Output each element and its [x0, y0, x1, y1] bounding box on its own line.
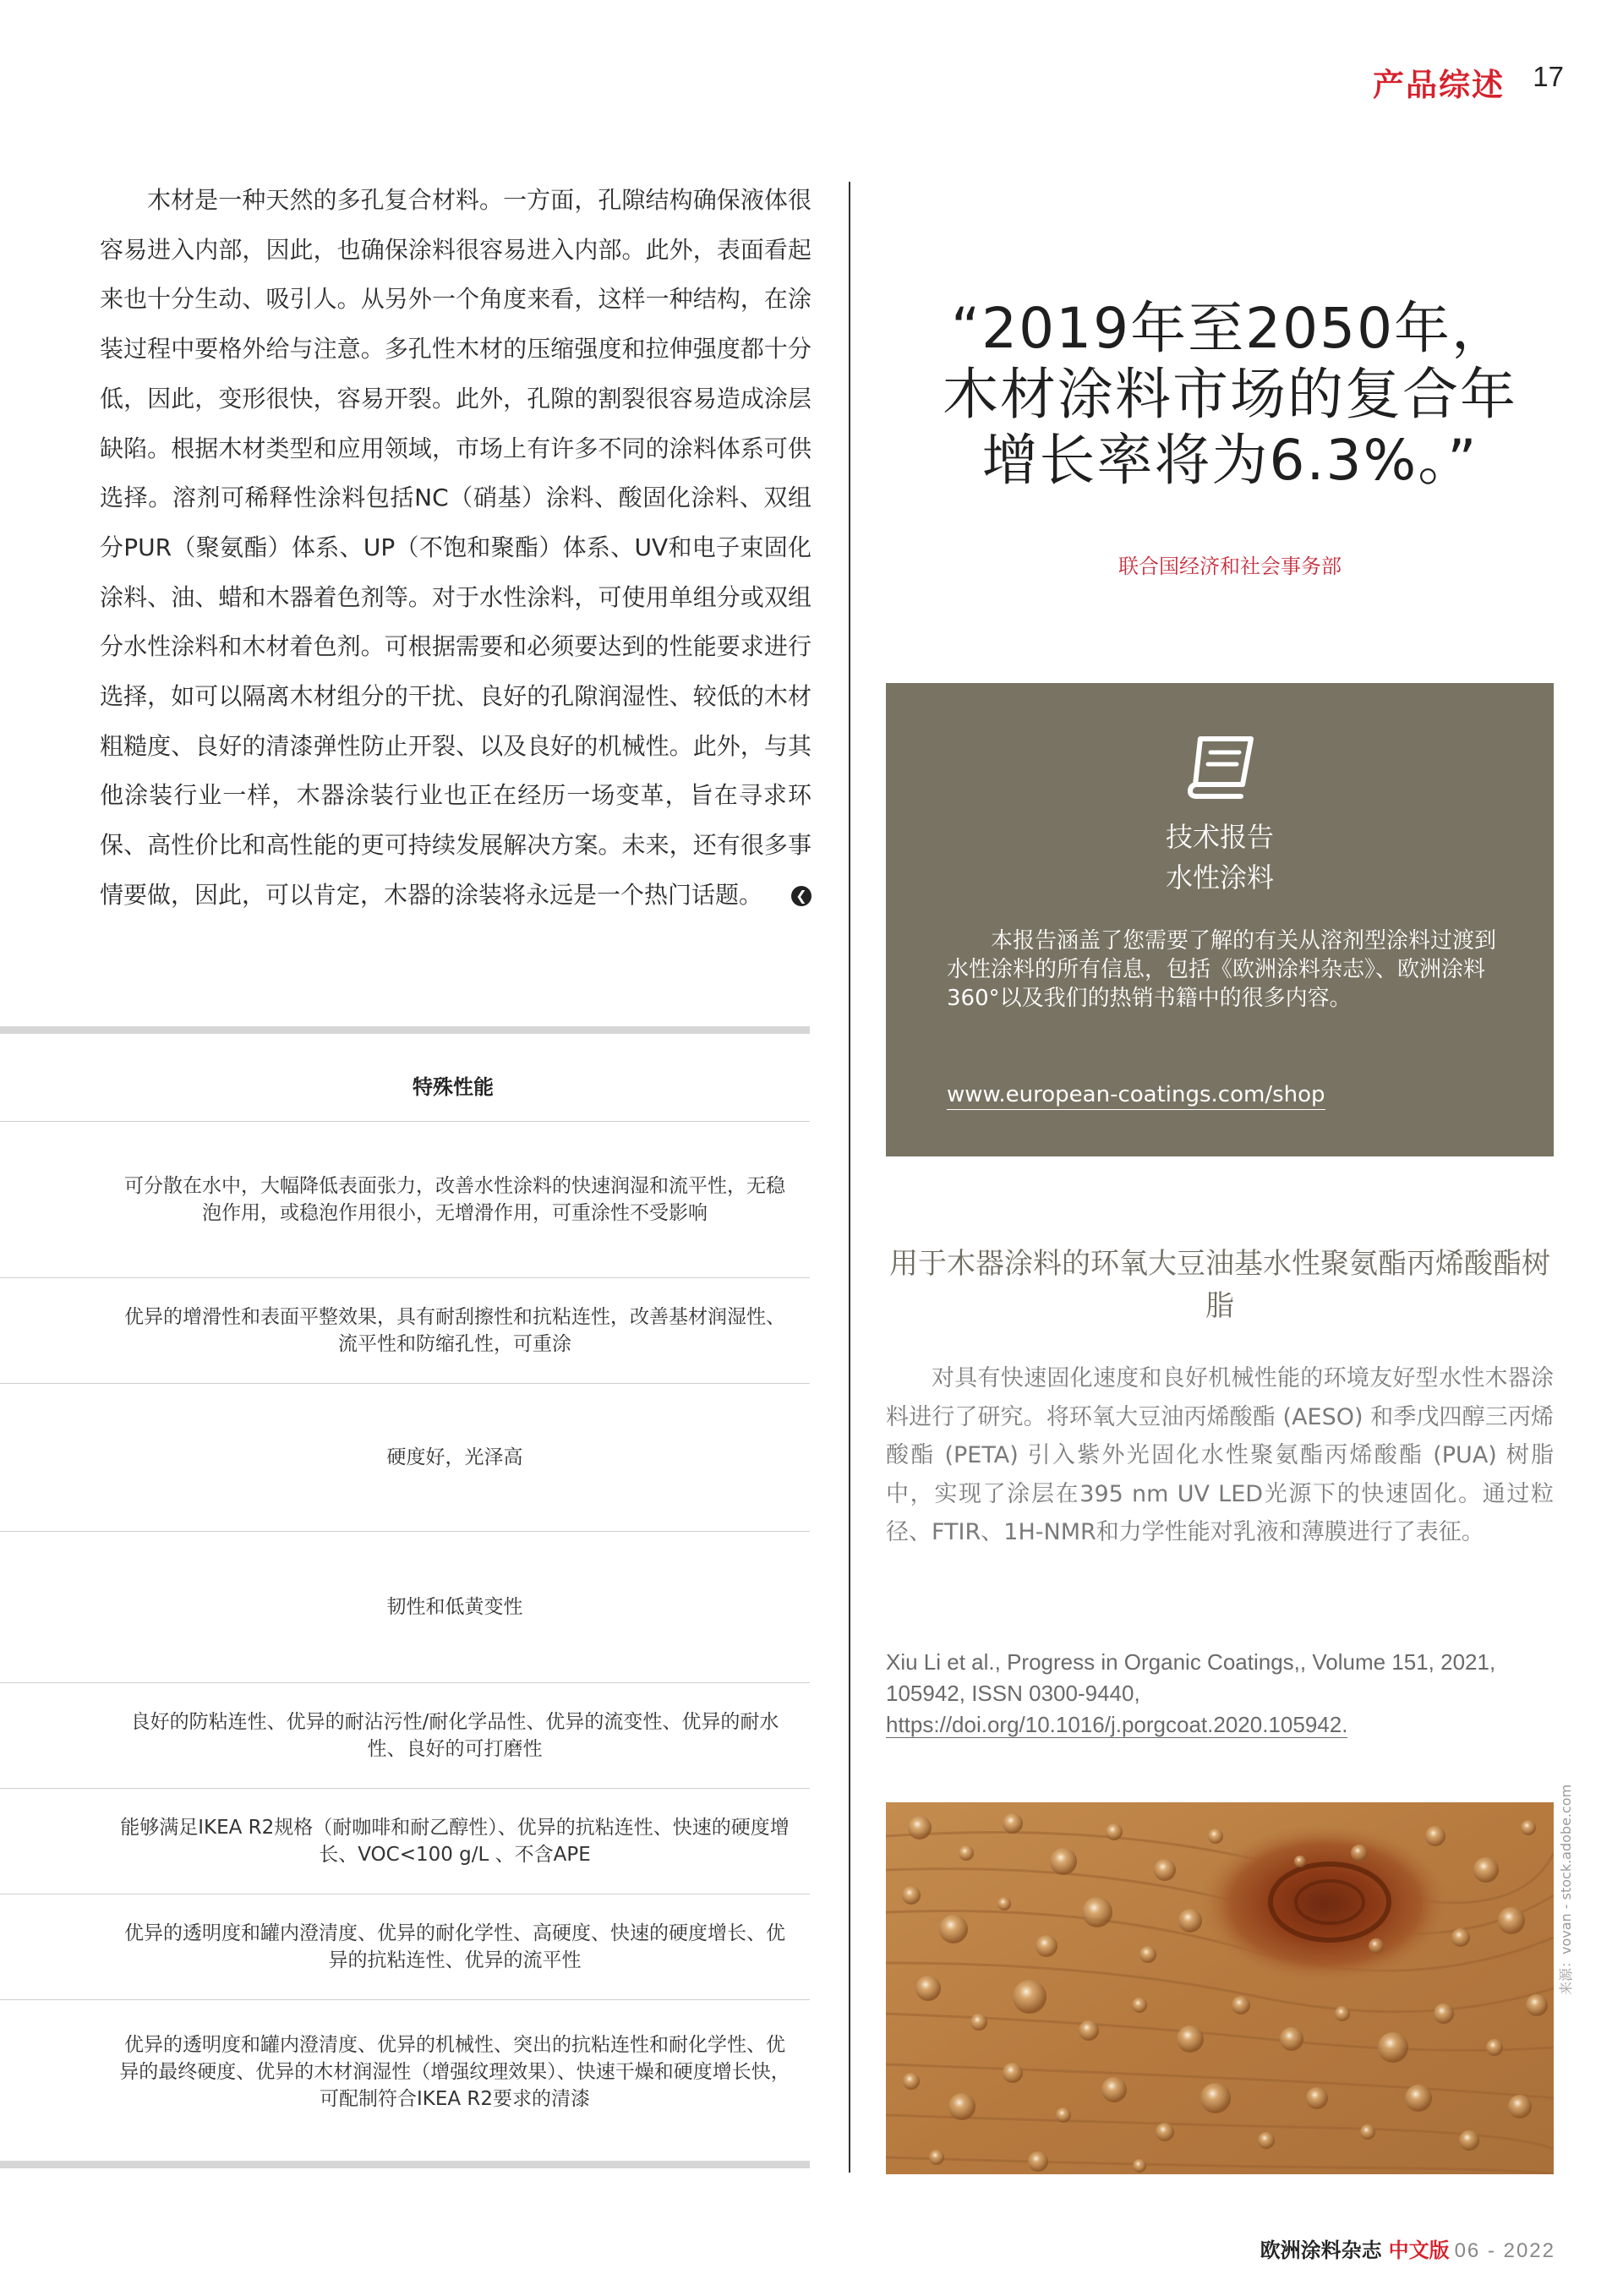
table-bottom-bar [0, 2161, 810, 2168]
table-row: 良好的防粘连性、优异的耐沾污性/耐化学品性、优异的流变性、优异的耐水性、良好的可打磨性 [130, 1711, 779, 1760]
table-row: 优异的透明度和罐内澄清度、优异的机械性、突出的抗粘连性和耐化学性、优异的最终硬度、优异的木材润湿性（增强纹理效果）、快速干燥和硬度增长快，可配制符合IKEA R2要求的清漆 [119, 2034, 790, 2110]
table-row: 优异的透明度和罐内澄清度、优异的耐化学性、高硬度、快速的硬度增长、优异的抗粘连性、优异的流平性 [124, 1922, 785, 1971]
article-description: 对具有快速固化速度和良好机械性能的环境友好型水性木器涂料进行了研究。将环氧大豆油丙烯酸酯 (AESO) 和季戊四醇三丙烯酸酯 (PETA) 引入紫外光固化水性聚氨酯丙烯酸酯 (PUA) 树脂中，实现了涂层在395 nm UV LED光源下的快速固化。通过粒径、FTIR、1H-NMR和力学性能对乳液和薄膜进行了表征。 [886, 1365, 1554, 1545]
technical-report-box [886, 683, 1554, 1156]
book-icon [1183, 732, 1258, 800]
table-header: 特殊性能 [413, 1075, 494, 1099]
photo-credit: 来源：vovan - stock.adobe.com [1558, 1784, 1574, 1995]
report-description: 本报告涵盖了您需要了解的有关从溶剂型涂料过渡到水性涂料的所有信息，包括《欧洲涂料杂志》、欧洲涂料360°以及我们的热销书籍中的很多内容。 [947, 928, 1497, 1011]
quote-line: “2019年至2050年， [950, 296, 1510, 361]
column-divider [849, 182, 850, 2173]
section-title: 产品综述 [1373, 67, 1505, 103]
report-title-line2: 水性涂料 [1165, 861, 1274, 894]
wood-water-droplets-photo [886, 1802, 1554, 2174]
table-row: 可分散在水中，大幅降低表面张力，改善水性涂料的快速润湿和流平性，无稳泡作用，或稳泡作用很小，无增滑作用，可重涂性不受影响 [124, 1175, 785, 1224]
citation-text: Xiu Li et al., Progress in Organic Coatings,, Volume 151, 2021, 105942, ISSN 0300-9440, [886, 1649, 1496, 1706]
article-citation [886, 1647, 1554, 1741]
doi-link[interactable]: https://doi.org/10.1016/j.porgcoat.2020.105942. [886, 1712, 1348, 1737]
pull-quote [879, 296, 1581, 494]
report-title-line1: 技术报告 [1165, 821, 1274, 853]
page-number: 17 [1533, 61, 1564, 92]
quote-line: 增长率将为6.3%。” [981, 428, 1478, 493]
footer-issue: 06 - 2022 [1454, 2239, 1555, 2262]
footer-magazine: 欧洲涂料杂志 [1260, 2239, 1382, 2262]
quote-source: 联合国经济和社会事务部 [1118, 555, 1342, 578]
table-row: 能够满足IKEA R2规格（耐咖啡和耐乙醇性）、优异的抗粘连性、快速的硬度增长、VOC<100 g/L 、不含APE [120, 1817, 790, 1866]
article-title: 用于木器涂料的环氧大豆油基水性聚氨酯丙烯酸酯树脂 [889, 1247, 1550, 1323]
quote-line: 木材涂料市场的复合年 [943, 362, 1517, 427]
body-paragraph [100, 176, 812, 921]
table-row: 韧性和低黄变性 [386, 1596, 523, 1618]
table-row: 优异的增滑性和表面平整效果，具有耐刮擦性和抗粘连性，改善基材润湿性、流平性和防缩孔性，可重涂 [124, 1306, 785, 1355]
shop-link[interactable]: www.european-coatings.com/shop [947, 1082, 1325, 1110]
footer [1260, 2233, 1555, 2263]
arrow-left-circle-icon[interactable]: ❮ [791, 886, 812, 906]
table-top-bar [0, 1026, 810, 1034]
footer-edition: 中文版 [1388, 2239, 1450, 2262]
body-paragraph-text: 木材是一种天然的多孔复合材料。一方面，孔隙结构确保液体很容易进入内部，因此，也确保涂料很容易进入内部。此外，表面看起来也十分生动、吸引人。从另外一个角度来看，这样一种结构，在涂装过程中要格外给与注意。多孔性木材的压缩强度和拉伸强度都十分低，因此，变形很快，容易开裂。此外，孔隙的割裂很容易造成涂层缺陷。根据木材类型和应用领域，市场上有许多不同的涂料体系可供选择。溶剂可稀释性涂料包括NC（硝基）涂料、酸固化涂料、双组分PUR（聚氨酯）体系、UP（不饱和聚酯）体系、UV和电子束固化涂料、油、蜡和木器着色剂等。对于水性涂料，可使用单组分或双组分水性涂料和木材着色剂。可根据需要和必须要达到的性能要求进行选择，如可以隔离木材组分的干扰、良好的孔隙润湿性、较低的木材粗糙度、良好的清漆弹性防止开裂、以及良好的机械性。此外，与其他涂装行业一样，木器涂装行业也正在经历一场变革，旨在寻求环保、高性价比和高性能的更可持续发展解决方案。未来，还有很多事情要做，因此，可以肯定，木器的涂装将永远是一个热门话题。 [100, 186, 812, 909]
table-row: 硬度好，光泽高 [386, 1446, 523, 1468]
report-title [886, 817, 1554, 898]
wood-photo-image [886, 1802, 1554, 2174]
